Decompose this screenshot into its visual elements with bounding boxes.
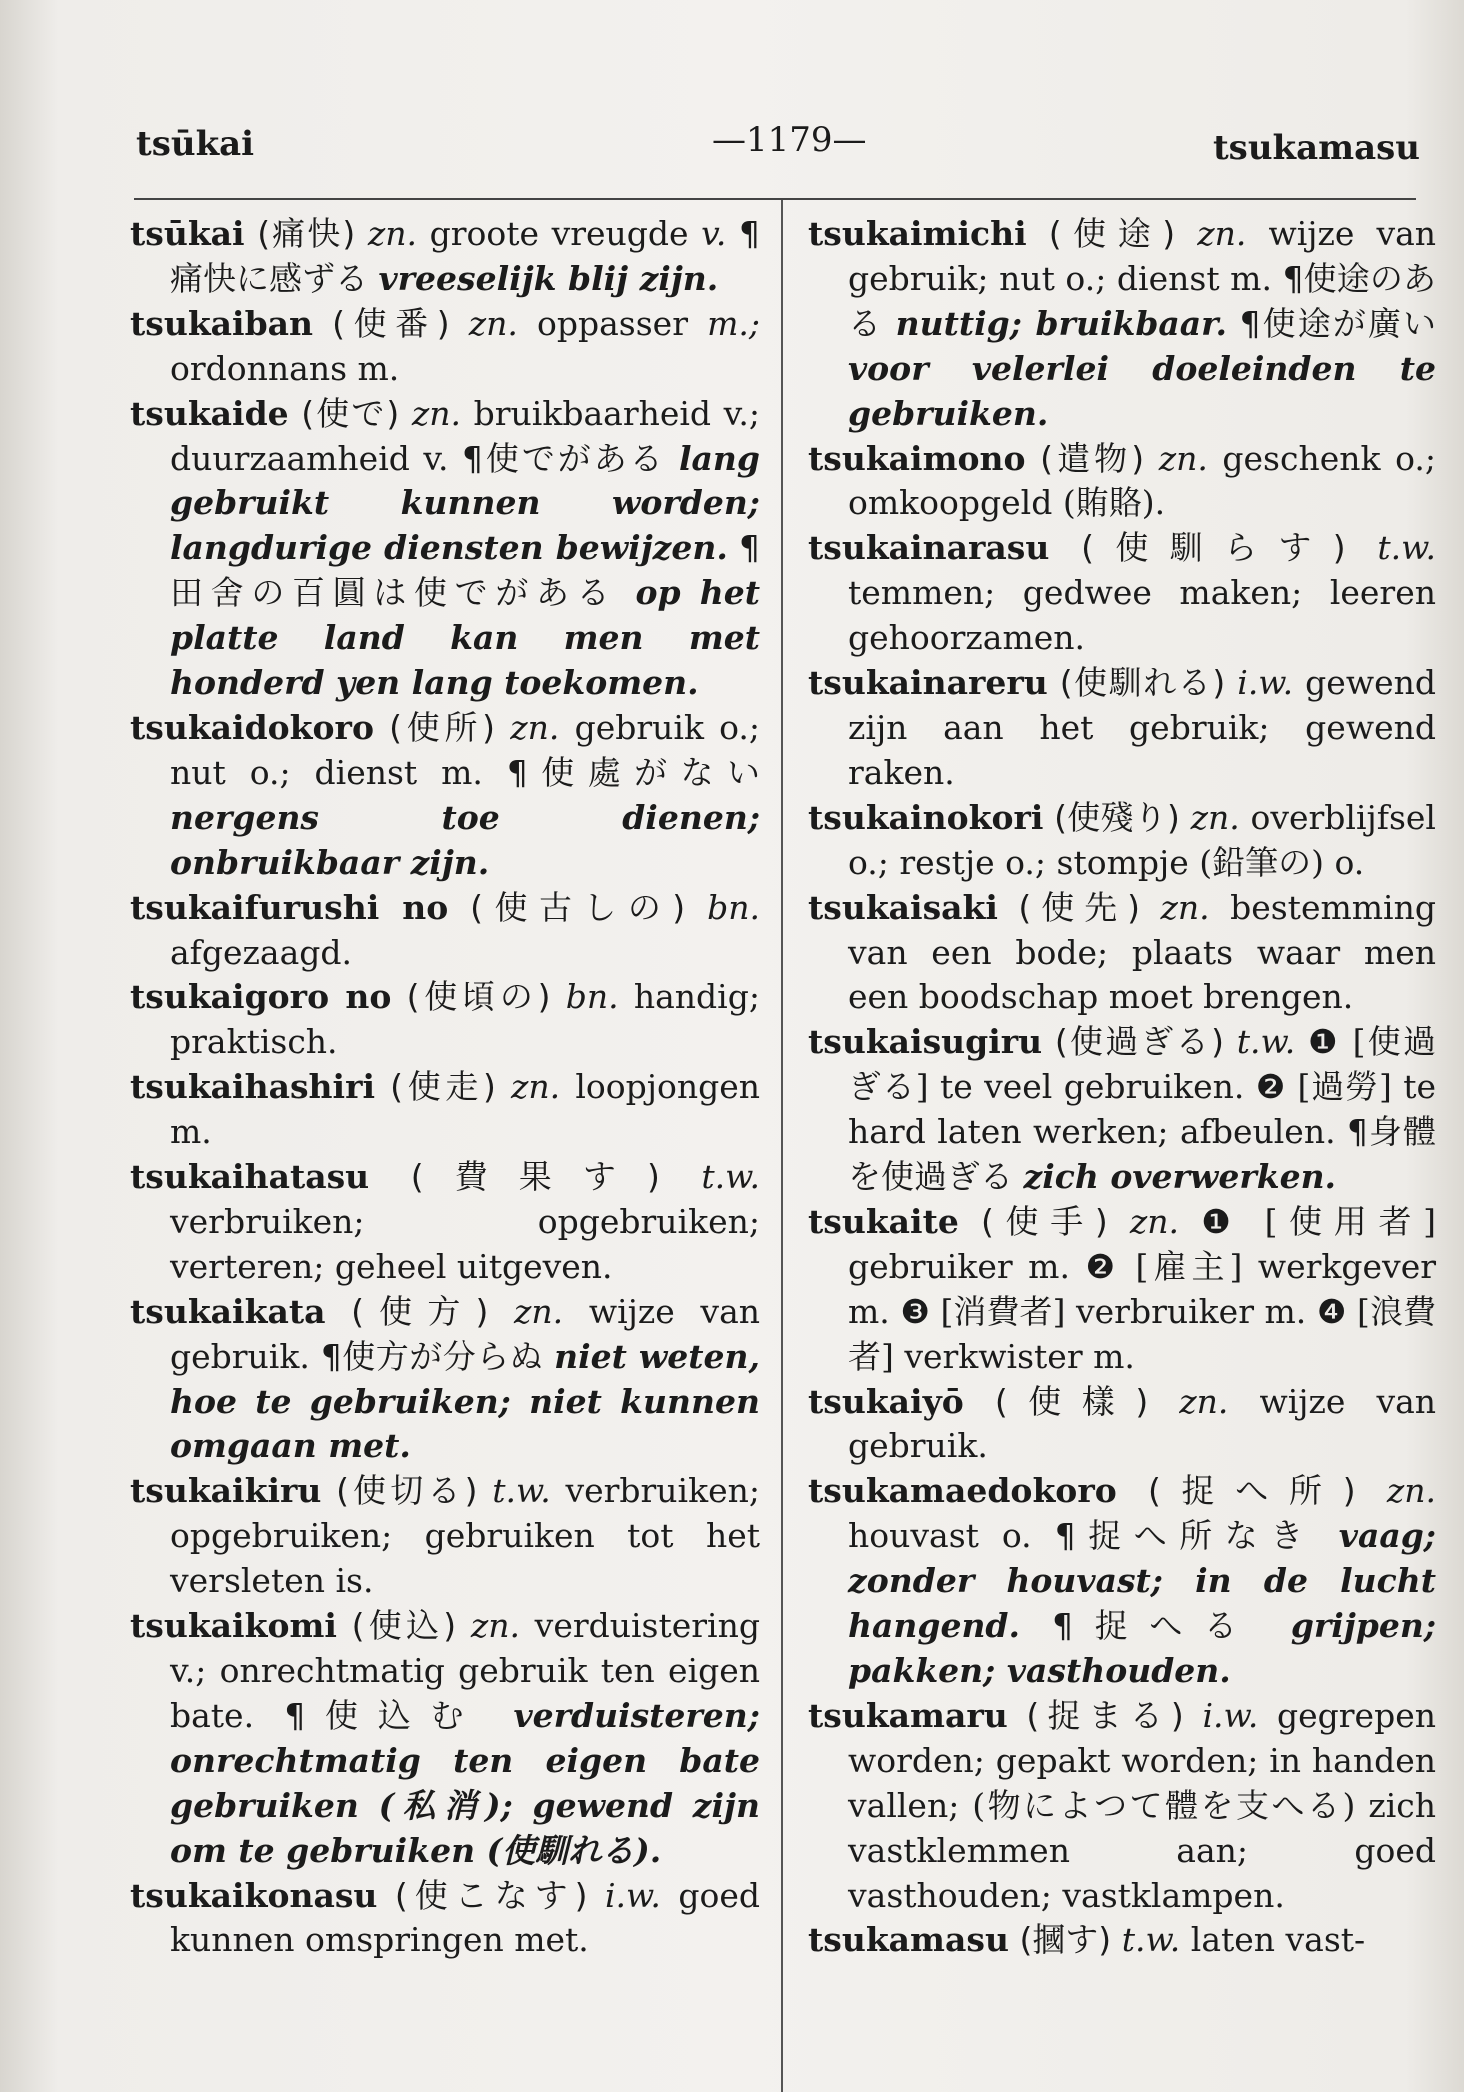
- example-japanese: ¶身體を使過ぎる: [848, 1112, 1436, 1197]
- example-translation: niet weten, hoe te gebruiken; niet kunnen omgaan met.: [170, 1336, 760, 1466]
- part-of-speech: zn.: [1386, 1471, 1437, 1511]
- kanji-writing: (使樣): [994, 1381, 1149, 1421]
- headword: tsukaite: [808, 1201, 959, 1241]
- headword: tsukamaru: [808, 1695, 1008, 1735]
- headword: tsukaide: [130, 393, 289, 433]
- part-of-speech: i.w.: [1237, 663, 1294, 703]
- dictionary-entry: [130, 392, 760, 706]
- part-of-speech: zn.: [1158, 438, 1208, 478]
- dictionary-entry: [808, 1380, 1436, 1470]
- part-of-speech: t.w.: [701, 1157, 760, 1197]
- page-header: [0, 120, 1464, 170]
- definition-extra: ordonnans m.: [170, 348, 400, 388]
- definition: geschenk o.; omkoopgeld (賄賂).: [848, 438, 1436, 523]
- definition: houvast o.: [848, 1516, 1032, 1556]
- headword: tsukainareru: [808, 663, 1048, 703]
- kanji-writing: (捉へ所): [1147, 1471, 1356, 1511]
- example-japanese: ¶使處がない: [506, 752, 761, 792]
- dictionary-entry: [130, 1155, 760, 1290]
- definition: wijze van gebruik; nut o.; dienst m.: [848, 214, 1437, 298]
- part-of-speech: zn.: [1160, 887, 1210, 927]
- part-of-speech: t.w.: [1377, 528, 1436, 568]
- kanji-writing: (使手): [981, 1201, 1108, 1241]
- headword: tsukaimichi: [808, 214, 1027, 253]
- kanji-writing: (使こなす): [394, 1875, 588, 1915]
- example-japanese: ¶使でがある: [461, 438, 666, 478]
- headword: tsukaifurushi no: [130, 887, 449, 927]
- part-of-speech: zn.: [1190, 797, 1240, 837]
- left-column: [130, 212, 760, 1963]
- part-of-speech: zn.: [411, 393, 462, 433]
- dictionary-entry: [130, 1874, 760, 1964]
- example-japanese: ¶使込む: [284, 1695, 484, 1735]
- example-translation: vreeselijk blij zijn.: [378, 258, 719, 298]
- headword: tsukaikata: [130, 1291, 326, 1331]
- part-of-speech: zn.: [367, 214, 417, 253]
- dictionary-entry: [808, 886, 1436, 1021]
- dictionary-entry: [130, 1290, 760, 1470]
- definition: gebruik o.; nut o.; dienst m.: [170, 707, 761, 792]
- header-rule: [134, 198, 1416, 200]
- headword: tsukaikiru: [130, 1471, 322, 1511]
- gender-marker: v.: [701, 214, 727, 253]
- definition: afgezaagd.: [170, 932, 353, 972]
- dictionary-entry: [130, 975, 760, 1065]
- kanji-writing: (使馴らす): [1081, 528, 1346, 568]
- kanji-writing: (使込): [351, 1606, 457, 1646]
- definition: overblijfsel o.; restje o.; stompje (鉛筆の) o.: [848, 797, 1436, 882]
- definition: groote vreugde: [429, 214, 689, 253]
- part-of-speech: zn.: [1197, 214, 1247, 253]
- kanji-writing: (使途): [1048, 214, 1176, 253]
- kanji-writing: (使頃の): [406, 977, 551, 1017]
- headword: tsukaimono: [808, 438, 1026, 478]
- dictionary-entry: [130, 886, 760, 976]
- dictionary-entry: [808, 661, 1436, 796]
- headword: tsukamasu: [808, 1920, 1009, 1960]
- example-japanese-2: ¶捉へる: [1052, 1606, 1259, 1646]
- headword: tsukaisugiru: [808, 1022, 1043, 1062]
- gender-marker: m.;: [707, 303, 760, 343]
- definition: ❶ [使過ぎる] te veel gebruiken. ❷ [過勞] te hard laten werken; afbeulen.: [848, 1022, 1436, 1152]
- part-of-speech: zn.: [1179, 1381, 1229, 1421]
- kanji-writing: (痛快): [257, 214, 356, 253]
- dictionary-entry: [808, 796, 1436, 886]
- part-of-speech: zn.: [468, 303, 518, 343]
- headword: tsukaigoro no: [130, 977, 392, 1017]
- example-translation: vaag; zonder houvast; in de lucht hangend.: [848, 1516, 1436, 1646]
- part-of-speech: bn.: [707, 887, 761, 927]
- kanji-writing: (使先): [1018, 887, 1141, 927]
- left-guide-word: tsūkai: [136, 124, 255, 164]
- part-of-speech: zn.: [470, 1606, 520, 1646]
- example-translation-2: op het platte land kan men met honderd yen lang toekomen.: [170, 573, 761, 703]
- example-translation-2: voor velerlei doeleinden te gebruiken.: [848, 348, 1436, 433]
- headword: tsukaidokoro: [130, 707, 374, 747]
- example-japanese-2: ¶使途が廣い: [1239, 303, 1436, 343]
- headword: tsukainarasu: [808, 528, 1050, 568]
- kanji-writing: (使古しの): [470, 887, 686, 927]
- definition: verbruiken; opgebruiken; gebruiken tot het versleten is.: [170, 1471, 760, 1601]
- example-translation: zich overwerken.: [1023, 1157, 1337, 1197]
- part-of-speech: zn.: [514, 1291, 564, 1331]
- part-of-speech: i.w.: [1202, 1695, 1259, 1735]
- example-translation-2: grijpen; pakken; vasthouden.: [848, 1606, 1437, 1690]
- definition: ❶ [使用者] gebruiker m. ❷ [雇主] werkgever m. ❸ [消費者] verbruiker m. ❹ [浪費者] verkwister m.: [848, 1201, 1436, 1376]
- example-japanese: ¶痛快に感ずる: [170, 214, 760, 298]
- kanji-writing: (費果す): [410, 1157, 660, 1197]
- definition: verduistering v.; onrechtmatig gebruik ten eigen bate.: [170, 1606, 760, 1735]
- headword: tsukaiban: [130, 303, 314, 343]
- definition: wijze van gebruik.: [170, 1291, 760, 1376]
- headword: tsūkai: [130, 214, 245, 253]
- example-translation: nuttig; bruikbaar.: [895, 303, 1228, 343]
- example-japanese: ¶使途のある: [848, 258, 1436, 343]
- kanji-writing: (使で): [301, 393, 400, 433]
- headword: tsukaihatasu: [130, 1157, 370, 1197]
- dictionary-entry: [130, 302, 760, 392]
- dictionary-entry: [808, 437, 1436, 527]
- dictionary-entry: [808, 1694, 1436, 1919]
- dictionary-entry: [130, 1065, 760, 1155]
- part-of-speech: t.w.: [1121, 1920, 1181, 1960]
- definition: verbruiken; opgebruiken; verteren; geheel uitgeven.: [170, 1201, 760, 1286]
- dictionary-entry: [130, 1604, 760, 1873]
- kanji-writing: (使番): [332, 303, 450, 343]
- definition: temmen; gedwee maken; leeren gehoorzamen.: [848, 573, 1436, 658]
- part-of-speech: i.w.: [604, 1875, 661, 1915]
- definition: gewend zijn aan het gebruik; gewend raken.: [848, 663, 1436, 792]
- definition: laten vast-: [1190, 1920, 1366, 1960]
- dictionary-entry: [808, 1200, 1436, 1380]
- part-of-speech: t.w.: [492, 1471, 551, 1511]
- headword: tsukaikomi: [130, 1606, 337, 1646]
- dictionary-entry: [808, 212, 1436, 437]
- dictionary-entry: [130, 212, 760, 302]
- kanji-writing: (使殘り): [1054, 797, 1180, 837]
- definition: bestemming van een bode; plaats waar men een boodschap moet brengen.: [848, 887, 1436, 1017]
- kanji-writing: (使過ぎる): [1054, 1022, 1224, 1062]
- definition: oppasser: [537, 303, 688, 343]
- kanji-writing: (摑す): [1019, 1920, 1112, 1960]
- example-translation: lang gebruikt kunnen worden; langdurige diensten bewijzen.: [170, 438, 761, 568]
- dictionary-entry: [808, 1020, 1436, 1200]
- example-japanese-2: ¶田舍の百圓は使でがある: [170, 528, 760, 613]
- definition: goed kunnen omspringen met.: [170, 1875, 760, 1960]
- part-of-speech: bn.: [565, 977, 619, 1017]
- example-translation: nergens toe dienen; onbruikbaar zijn.: [170, 797, 760, 882]
- headword: tsukaiyō: [808, 1381, 964, 1421]
- dictionary-entry: [130, 706, 760, 886]
- headword: tsukaihashiri: [130, 1067, 376, 1107]
- part-of-speech: t.w.: [1236, 1022, 1296, 1062]
- example-japanese: ¶使方が分らぬ: [320, 1336, 544, 1376]
- example-japanese: ¶捉へ所なき: [1054, 1516, 1316, 1556]
- kanji-writing: (遣物): [1040, 438, 1145, 478]
- definition: handig; praktisch.: [170, 977, 760, 1062]
- kanji-writing: (捉まる): [1026, 1695, 1184, 1735]
- definition: bruikbaarheid v.; duurzaamheid v.: [170, 393, 760, 478]
- example-translation: verduisteren; onrechtmatig ten eigen bate gebruiken (私消); gewend zijn om te gebruiken (使馴れる).: [170, 1695, 760, 1870]
- part-of-speech: zn.: [511, 1067, 561, 1107]
- headword: tsukamaedokoro: [808, 1471, 1117, 1511]
- page-number: —1179—: [712, 120, 867, 160]
- kanji-writing: (使走): [390, 1067, 496, 1107]
- definition: loopjongen m.: [170, 1067, 761, 1152]
- right-column: [808, 212, 1436, 1963]
- kanji-writing: (使方): [351, 1291, 489, 1331]
- dictionary-entry: [808, 1469, 1436, 1694]
- right-guide-word: tsukamasu: [1212, 128, 1420, 168]
- column-divider: [781, 200, 783, 2092]
- headword: tsukaisaki: [808, 887, 998, 927]
- headword: tsukainokori: [808, 797, 1044, 837]
- part-of-speech: zn.: [1129, 1201, 1180, 1241]
- headword: tsukaikonasu: [130, 1875, 378, 1915]
- dictionary-entry: [808, 1918, 1436, 1963]
- dictionary-entry: [130, 1469, 760, 1604]
- kanji-writing: (使切る): [336, 1471, 478, 1511]
- kanji-writing: (使馴れる): [1059, 663, 1226, 703]
- kanji-writing: (使所): [389, 707, 496, 747]
- part-of-speech: zn.: [510, 707, 560, 747]
- definition: wijze van gebruik.: [848, 1381, 1437, 1466]
- dictionary-entry: [808, 526, 1436, 661]
- definition: gegrepen worden; gepakt worden; in handen vallen; (物によつて體を支へる) zich vastklemmen aan; goed vasthouden; vastklampen.: [848, 1695, 1436, 1915]
